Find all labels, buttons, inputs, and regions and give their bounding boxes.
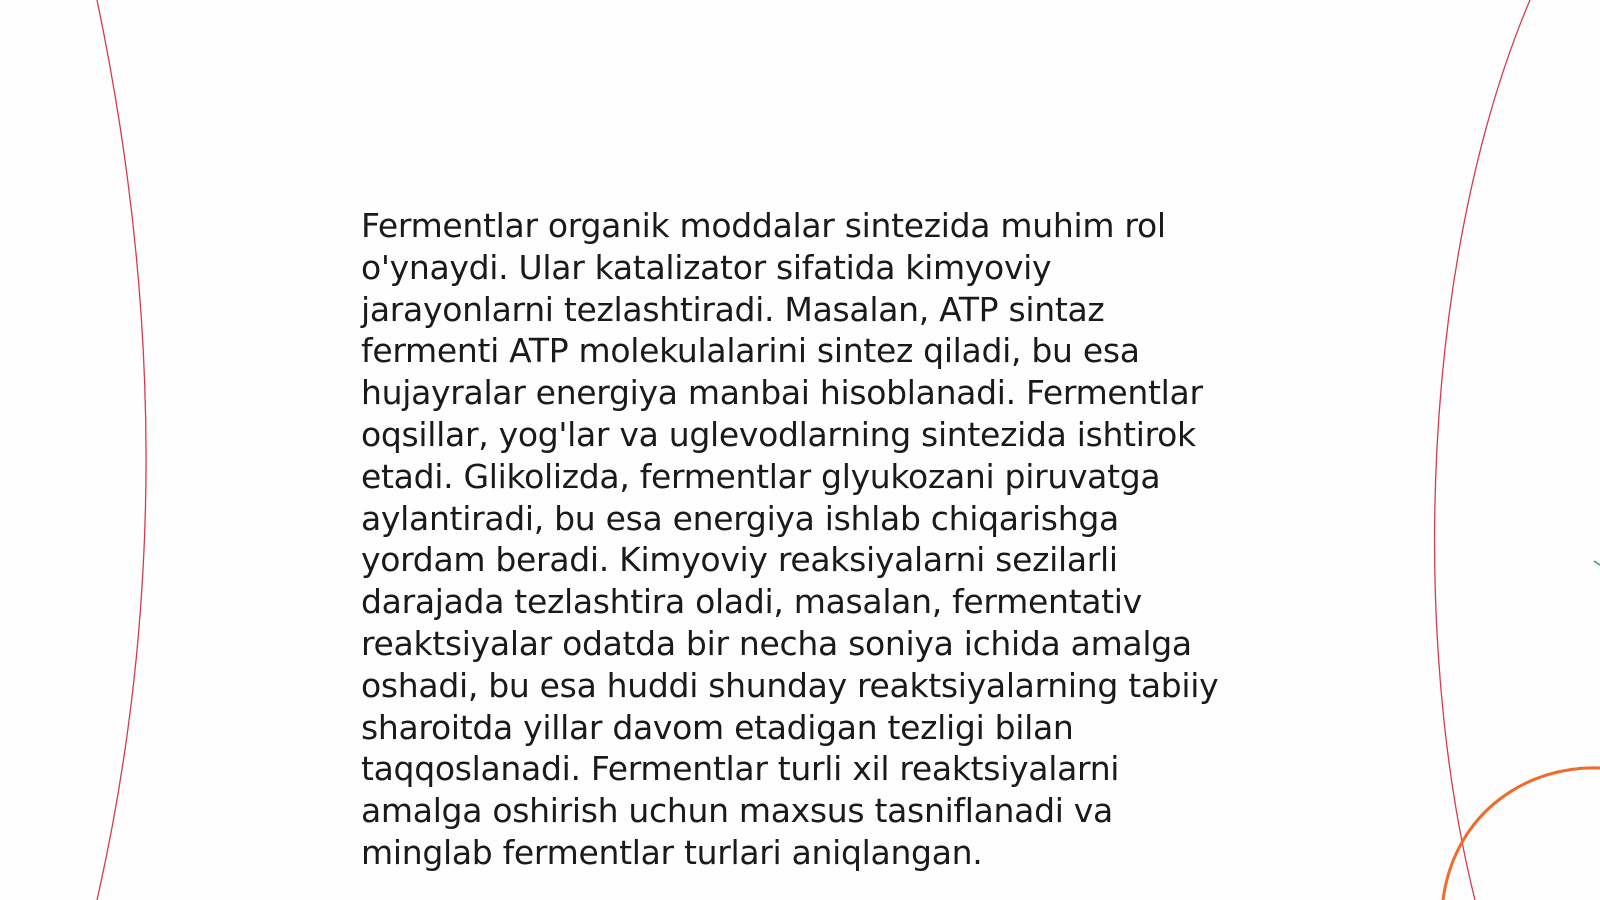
left-curve-line (97, 0, 146, 900)
edge-tick-mark (1594, 561, 1600, 565)
body-paragraph: Fermentlar organik moddalar sintezida muhim rol o'ynaydi. Ular katalizator sifatida kimyoviy jarayonlarni tezlashtiradi. Masalan, ATP sintaz fermenti ATP molekulalarini sintez qiladi, bu esa hujayralar energiya manbai hisoblanadi. Fermentlar oqsillar, yog'lar va uglevodlarning sintezida ishtirok etadi. Glikolizda, fermentlar glyukozani piruvatga aylantiradi, bu esa energiya ishlab chiqarishga yordam beradi. Kimyoviy reaksiyalarni sezilarli darajada tezlashtira oladi, masalan, fermentativ reaktsiyalar odatda bir necha soniya ichida amalga oshadi, bu esa huddi shunday reaktsiyalarning tabiiy sharoitda yillar davom etadigan tezligi bilan taqqoslanadi. Fermentlar turli xil reaktsiyalarni amalga oshirish uchun maxsus tasniflanadi va minglab fermentlar turlari aniqlangan. (361, 206, 1219, 872)
orange-arc (1443, 768, 1600, 900)
right-curve-line (1435, 0, 1530, 900)
